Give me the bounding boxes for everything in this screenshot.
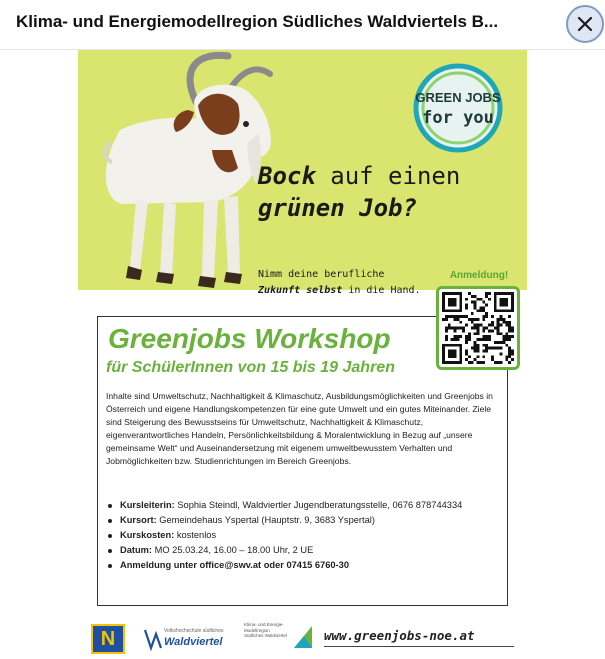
registration-label: Anmeldung! bbox=[449, 270, 509, 281]
window-header bbox=[0, 0, 605, 50]
tagline bbox=[258, 267, 458, 299]
noe-logo bbox=[91, 624, 125, 654]
registration-qr-code[interactable] bbox=[436, 286, 520, 370]
goat-illustration bbox=[78, 50, 278, 290]
detail-item-kursort: Kursort: Gemeindehaus Yspertal (Hauptstr. 9, 3683 Yspertal) bbox=[106, 513, 501, 528]
detail-item-kursleiterin: Kursleiterin: Sophia Steindl, Waldviertler Jugendberatungsstelle, 0676 878744334 bbox=[106, 498, 501, 513]
poster-banner bbox=[78, 50, 527, 290]
noe-logo-glyph: N bbox=[100, 627, 116, 650]
svg-text:GREEN JOBS: GREEN JOBS bbox=[415, 90, 501, 105]
headline bbox=[258, 160, 518, 224]
workshop-details bbox=[106, 498, 501, 573]
workshop-title: Greenjobs Workshop bbox=[108, 323, 391, 354]
vhs-mark-icon bbox=[144, 628, 162, 652]
tagline-line-1: Nimm deine berufliche bbox=[258, 269, 385, 280]
green-jobs-badge bbox=[398, 60, 518, 160]
window-title: Klima- und Energiemodellregion Südliches Waldviertels B... bbox=[16, 12, 499, 31]
website-link[interactable]: www.greenjobs-noe.at bbox=[324, 628, 475, 643]
workshop-description: Inhalte sind Umweltschutz, Nachhaltigkeit & Klimaschutz, Ausbildungsmöglichkeiten und Greenjobs in Österreich und eigene Handlungskompetenzen für eine gute Umwelt und ein gutes Miteinander. Ziele sind Steigerung des Bewusstseins für Umweltschutz, Nachhaltigkeit & Klimaschutz, eigenverantwortliches Handeln, Persönlichkeitsbildung & Moralentwicklung in Bezug auf „unsere gemeinsame Welt“ und Auseinandersetzung mit eigenem umweltbewusstem Verhalten und Jobmöglichkeiten bzw. Studienrichtungen im Bereich Greenjobs. bbox=[106, 391, 493, 466]
kem-logo-text: Klima- und Energie-Modellregion Südliches Waldviertel bbox=[244, 622, 287, 638]
detail-item-kurskosten: Kurskosten: kostenlos bbox=[106, 528, 501, 543]
qr-code-icon bbox=[442, 292, 514, 364]
klima-energie-modellregion-logo bbox=[244, 620, 314, 654]
detail-item-anmeldung: Anmeldung unter office@swv.at oder 07415 6760-30 bbox=[106, 558, 501, 573]
vhs-name: Waldviertel bbox=[164, 636, 223, 648]
poster-footer bbox=[78, 616, 527, 659]
workshop-subtitle: für SchülerInnen von 15 bis 19 Jahren bbox=[106, 359, 395, 376]
close-button[interactable] bbox=[566, 5, 604, 43]
workshop-poster[interactable] bbox=[78, 50, 527, 659]
tagline-line-2: Zukunft selbst in die Hand. bbox=[258, 285, 421, 296]
headline-line-2: grünen Job? bbox=[258, 194, 417, 222]
detail-item-datum: Datum: MO 25.03.24, 16.00 – 18.00 Uhr, 2 UE bbox=[106, 543, 501, 558]
close-icon bbox=[577, 16, 593, 32]
vhs-waldviertel-logo bbox=[144, 626, 232, 654]
vhs-small-label: Volkshochschule südliches bbox=[164, 628, 224, 634]
svg-text:for you: for you bbox=[422, 108, 494, 128]
footer-divider bbox=[324, 646, 514, 647]
kem-mark-icon bbox=[292, 624, 314, 650]
headline-line-1: Bock auf einen bbox=[258, 162, 461, 190]
